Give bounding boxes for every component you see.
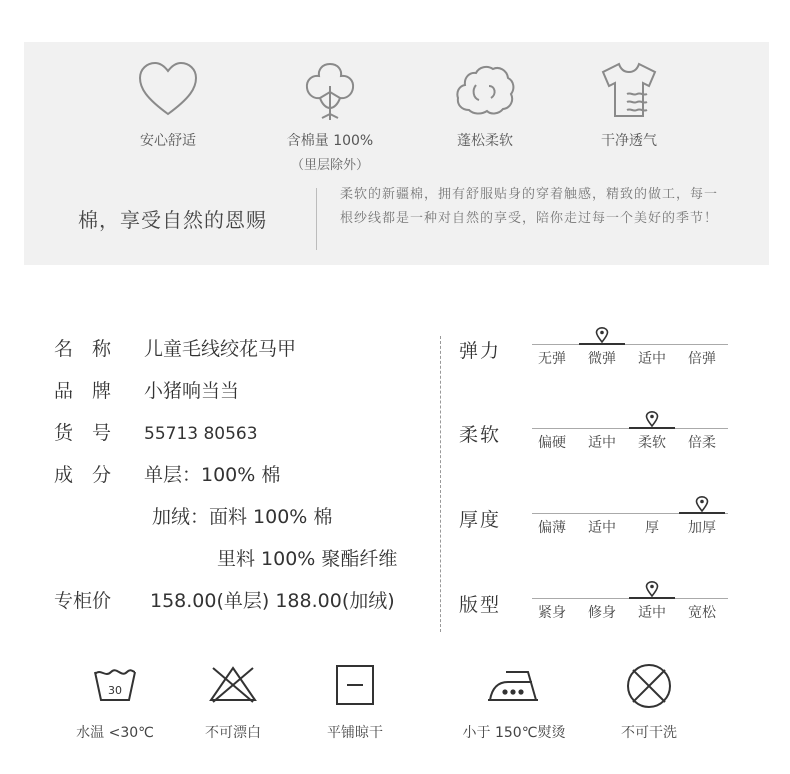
slogan-divider (316, 188, 317, 250)
spec-composition-row (54, 460, 280, 487)
location-pin-icon (595, 327, 609, 343)
no-bleach-icon (207, 664, 259, 704)
description: 柔软的新疆棉，拥有舒服贴身的穿着触感，精致的做工，每一根纱线都是一种对自然的享受，陪你走过每一个美好的季节！ (340, 187, 719, 226)
feature-label: 安心舒适 (140, 133, 196, 149)
scale-option: 无弹 (538, 351, 566, 367)
feature-breathable (574, 58, 684, 150)
scale-selected-bar (629, 427, 675, 429)
scale-option: 宽松 (688, 605, 716, 621)
spec-value: 158.00(单层) 188.00(加绒) (150, 590, 395, 612)
scale-option: 修身 (588, 605, 616, 621)
scale-option: 柔软 (638, 435, 666, 451)
care-dry (310, 664, 400, 742)
scale-title: 版型 (459, 594, 502, 616)
spec-value: 55713 80563 (144, 424, 258, 444)
scale-option: 适中 (588, 435, 616, 451)
scale-title: 柔软 (459, 424, 502, 446)
feature-comfort (113, 58, 223, 150)
scale-option: 偏薄 (538, 520, 566, 536)
spec-price-row (54, 586, 395, 613)
care-dryclean (604, 662, 694, 742)
spec-label: 成 分 (54, 464, 112, 486)
feature-label: 蓬松柔软 (457, 133, 513, 149)
spec-itemno-row (54, 418, 258, 445)
spec-label: 专柜价 (54, 590, 112, 612)
scale-option: 倍柔 (688, 435, 716, 451)
spec-value: 儿童毛线绞花马甲 (144, 338, 297, 360)
feature-label: 含棉量 100% (286, 133, 374, 149)
location-pin-icon (645, 581, 659, 597)
spec-label: 品 牌 (54, 380, 112, 402)
scale-option: 偏硬 (538, 435, 566, 451)
slogan: 棉，享受自然的恩赐 (78, 208, 267, 232)
location-pin-icon (695, 496, 709, 512)
spec-value: 小猪响当当 (144, 380, 240, 402)
heart-icon (136, 58, 200, 122)
scale-title: 厚度 (459, 509, 502, 531)
location-pin-icon (645, 411, 659, 427)
feature-fluffy (430, 58, 540, 150)
cotton-icon (298, 58, 362, 122)
flat-dry-icon (333, 664, 377, 708)
care-label: 水温 <30℃ (76, 725, 154, 741)
scale-option: 紧身 (538, 605, 566, 621)
wash-temp: 30 (108, 684, 122, 697)
scale-option: 适中 (638, 605, 666, 621)
care-label: 小于 150℃熨烫 (462, 725, 566, 741)
no-dry-clean-icon (625, 662, 673, 710)
feature-cotton (270, 58, 390, 173)
scale-option: 适中 (588, 520, 616, 536)
care-label: 不可漂白 (205, 725, 261, 741)
scale-selected-bar (679, 512, 725, 514)
spec-brand-row (54, 376, 239, 403)
care-iron (454, 664, 574, 742)
care-bleach (188, 664, 278, 742)
iron-icon (484, 664, 544, 704)
spec-value: 单层：100% 棉 (144, 464, 281, 486)
spec-label: 货 号 (54, 422, 112, 444)
scale-selected-bar (629, 597, 675, 599)
spec-label: 名 称 (54, 338, 112, 360)
spec-composition-line2: 加绒：面料 100% 棉 (152, 506, 333, 528)
scale-option: 倍弹 (688, 351, 716, 367)
spec-divider (440, 336, 441, 632)
feature-sublabel: （里层除外） (290, 158, 369, 173)
scale-option: 厚 (645, 520, 659, 536)
scale-line (532, 344, 728, 345)
scale-option: 微弹 (588, 351, 616, 367)
scale-option: 适中 (638, 351, 666, 367)
care-label: 平铺晾干 (327, 725, 383, 741)
wash-30-icon (91, 664, 139, 704)
feature-label: 干净透气 (601, 133, 657, 149)
cloud-icon (453, 58, 517, 122)
scale-option: 加厚 (688, 520, 716, 536)
spec-composition-line3: 里料 100% 聚酯纤维 (217, 548, 398, 570)
tshirt-icon (597, 58, 661, 122)
spec-name-row (54, 334, 296, 361)
care-wash (70, 664, 160, 742)
care-label: 不可干洗 (621, 725, 677, 741)
scale-title: 弹力 (459, 340, 502, 362)
scale-selected-bar (579, 343, 625, 345)
